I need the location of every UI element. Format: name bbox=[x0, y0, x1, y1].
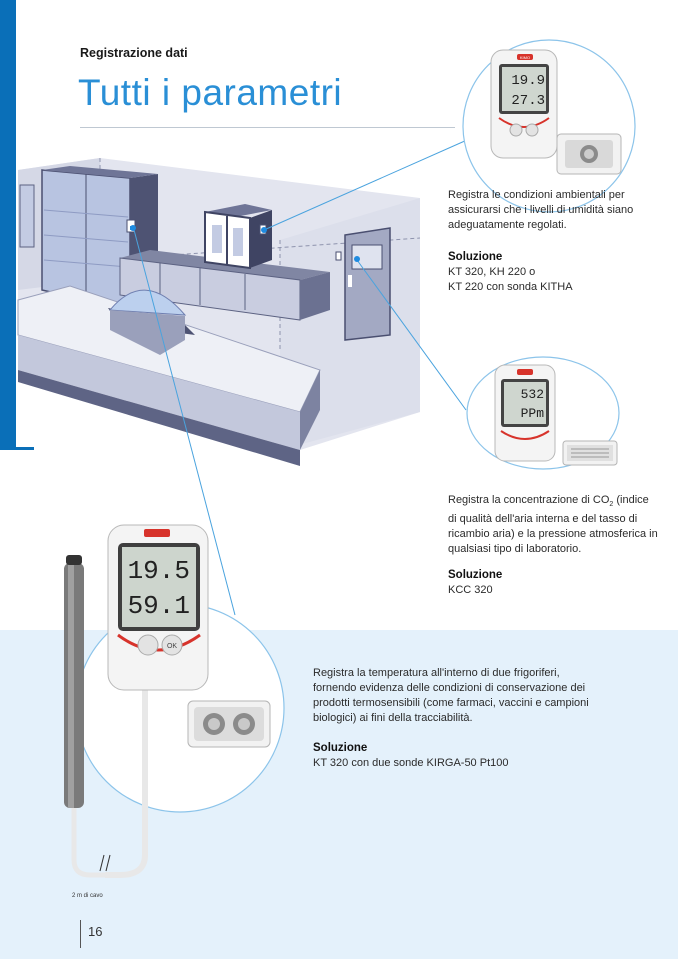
callout-3-solution bbox=[313, 741, 508, 771]
solution-line: KT 220 con sonda KITHA bbox=[448, 281, 573, 293]
kimo-logo bbox=[517, 369, 533, 375]
solution-line: KT 320, KH 220 o bbox=[448, 266, 536, 278]
svg-text:532: 532 bbox=[520, 387, 544, 402]
cable-length-label: 2 m di cavo bbox=[72, 893, 103, 899]
kimo-logo bbox=[144, 529, 170, 537]
svg-text:KIMO: KIMO bbox=[519, 55, 531, 60]
page-number: 16 bbox=[88, 924, 103, 939]
solution-heading: Soluzione bbox=[448, 569, 503, 581]
device-callout-3 bbox=[60, 515, 290, 895]
solution-heading: Soluzione bbox=[448, 251, 503, 263]
callout-1-description: Registra le condizioni ambientali per assicurarsi che i livelli di umidità siano adeguatamente regolati. bbox=[448, 189, 634, 231]
solution-heading: Soluzione bbox=[313, 742, 368, 754]
svg-text:PPm: PPm bbox=[520, 406, 544, 421]
subscript-two: 2 bbox=[609, 501, 614, 509]
svg-text:27.3: 27.3 bbox=[511, 93, 545, 109]
callout-2-solution bbox=[448, 568, 502, 598]
section-label: Registrazione dati bbox=[80, 46, 188, 60]
solution-line: KCC 320 bbox=[448, 584, 493, 596]
callout-2-description bbox=[448, 493, 660, 557]
svg-text:59.1: 59.1 bbox=[127, 591, 190, 621]
svg-text:OK: OK bbox=[166, 643, 178, 650]
description-part: Registra la concentrazione di CO bbox=[448, 494, 610, 506]
solution-line: KT 320 con due sonde KIRGA-50 Pt100 bbox=[313, 757, 509, 769]
description-part: (indice di qualità dell'aria interna e del tasso di ricambio aria) e la pressione atmosferica in qualsiasi tipo di laboratorio. bbox=[448, 494, 658, 556]
page-number-rule bbox=[80, 920, 81, 948]
svg-text:19.5: 19.5 bbox=[127, 556, 190, 586]
svg-text:19.9: 19.9 bbox=[511, 73, 545, 89]
callout-3-description: Registra la temperatura all'interno di due frigoriferi, fornendo evidenza delle condizioni di conservazione dei prodotti termosensibili (come farmaci, vaccini e campioni biologici) ai fini della tracciabilità. bbox=[313, 667, 589, 724]
page-title: Tutti i parametri bbox=[78, 72, 343, 113]
callout-1-solution bbox=[448, 250, 573, 295]
device-callout-2 bbox=[465, 355, 621, 475]
